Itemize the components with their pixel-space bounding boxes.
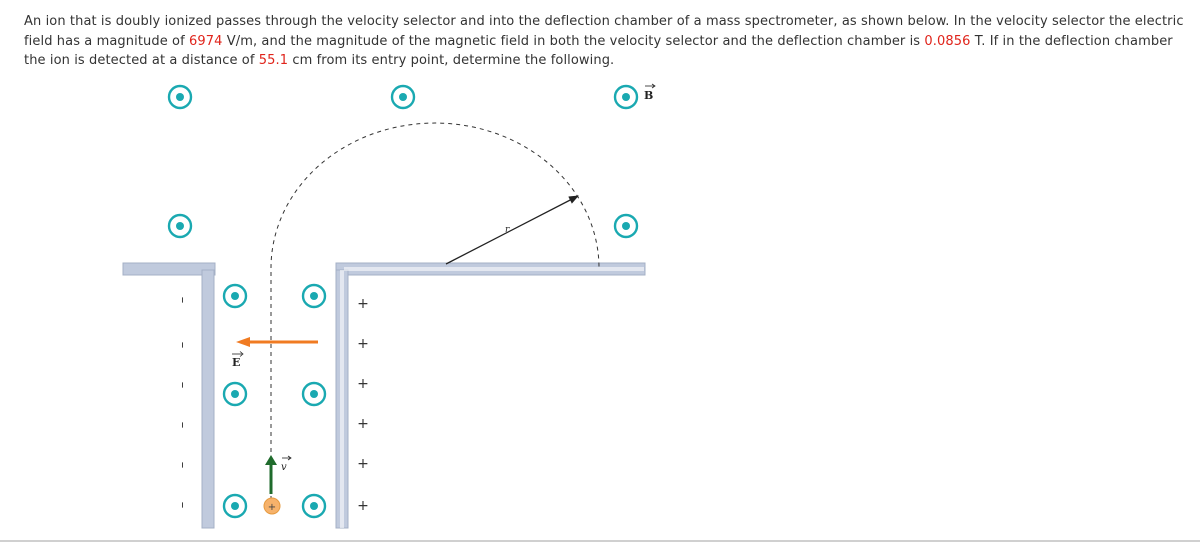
ion (264, 498, 280, 514)
electric-field-label: E (232, 356, 241, 369)
radius-arrow (446, 196, 578, 264)
magnetic-field-label: B (644, 89, 654, 102)
problem-text-2: V/m, and the magnitude of the magnetic field in both the velocity selector and the deflection chamber is (222, 33, 925, 49)
field-dot-icon (169, 215, 191, 237)
field-dot-icon (303, 495, 325, 517)
field-dot-icon (615, 215, 637, 237)
minus-sign: – (175, 421, 190, 429)
electric-field-value: 6974 (189, 33, 223, 49)
problem-text-4: cm from its entry point, determine the following. (288, 53, 615, 68)
field-dot-icon (224, 495, 246, 517)
radius-label: r (505, 225, 510, 235)
field-dot-icon (224, 285, 246, 307)
minus-sign: – (175, 341, 190, 349)
distance-value: 55.1 (258, 53, 289, 68)
field-dot-icon (224, 383, 246, 405)
plus-sign: + (357, 296, 369, 312)
plus-sign: + (357, 376, 369, 392)
field-dot-icon (615, 86, 637, 108)
plus-sign: + (357, 456, 369, 472)
field-dot-icon (169, 86, 191, 108)
minus-sign: – (175, 461, 190, 469)
ion-charge-label: + (267, 502, 277, 513)
velocity-label: v (281, 462, 287, 473)
field-dot-icon (303, 383, 325, 405)
negative-plate-signs (175, 297, 190, 509)
minus-sign: – (175, 501, 190, 509)
plus-sign: + (357, 336, 369, 352)
ion-path-semicircle (271, 123, 599, 268)
positive-plate-signs (357, 296, 369, 514)
magnetic-field-dots (169, 86, 637, 517)
minus-sign: – (175, 381, 190, 389)
minus-sign: – (175, 296, 190, 304)
magnetic-field-value: 0.0856 (924, 33, 971, 49)
plus-sign: + (357, 416, 369, 432)
problem-text-1: An ion that is doubly ionized passes through the velocity selector and into the deflection chamber of a mass spectrometer, as shown below. In the velocity selector the electric field has a magnitude of (24, 14, 1184, 49)
field-dot-icon (303, 285, 325, 307)
problem-text-3: T. If in the deflection chamber the ion is detected at a distance of (24, 33, 1173, 68)
negative-plate (202, 270, 214, 528)
field-dot-icon (392, 86, 414, 108)
plus-sign: + (357, 498, 369, 514)
